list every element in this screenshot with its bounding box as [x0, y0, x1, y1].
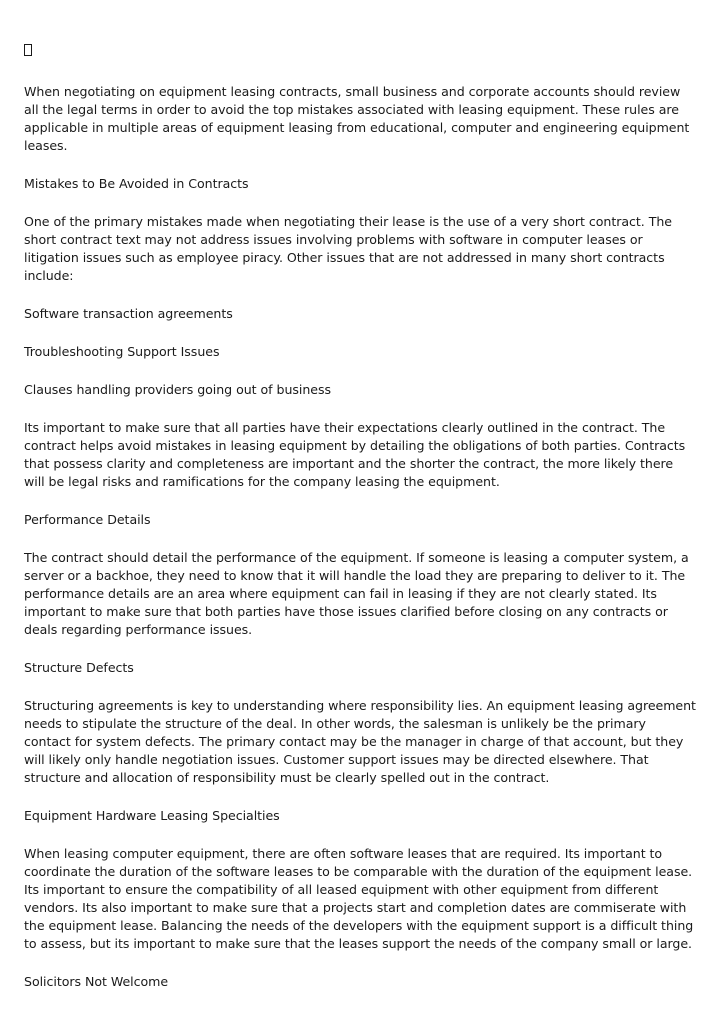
- body-paragraph: Structuring agreements is key to understanding where responsibility lies. An equipment leasing agreement needs to stipulate the structure of the deal. In other words, the salesman is unlikely be the primary contact for system defects. The primary contact may be the manager in charge of that account, but they will likely only handle negotiation issues. Customer support issues may be directed elsewhere. That structure and allocation of responsibility must be clearly spelled out in the contract.: [24, 698, 696, 785]
- body-paragraph: When leasing computer equipment, there are often software leases that are required. Its important to coordinate the duration of the software leases to be comparable with the duration of the equipment lease. Its important to ensure the compatibility of all leased equipment with other equipment from different vendors. Its also important to make sure that a projects start and completion dates are commiserate with the equipment lease. Balancing the needs of the developers with the equipment support is a difficult thing to assess, but its important to make sure that the leases support the needs of the company small or large.: [24, 846, 694, 951]
- missing-glyph-icon: [24, 44, 32, 56]
- section-heading-solicitors: Solicitors Not Welcome: [24, 974, 169, 989]
- intro-paragraph: When negotiating on equipment leasing contracts, small business and corporate accounts should review all the legal terms in order to avoid the top mistakes associated with leasing equipment. These rules are applicable in multiple areas of equipment leasing from educational, computer and engineering equipment leases.: [24, 84, 690, 153]
- body-paragraph: The contract should detail the performance of the equipment. If someone is leasing a computer system, a server or a backhoe, they need to know that it will handle the load they are preparing to deliver to it. The performance details are an area where equipment can fail in leasing if they are not clearly stated. Its important to make sure that both parties have those issues clarified before closing on any contracts or deals regarding performance issues.: [24, 550, 689, 637]
- list-item-software-agreements: Software transaction agreements: [24, 306, 233, 321]
- document-body: [24, 83, 696, 1011]
- section-heading-structure: Structure Defects: [24, 660, 134, 675]
- section-heading-performance: Performance Details: [24, 512, 151, 527]
- list-item-clauses: Clauses handling providers going out of business: [24, 382, 331, 397]
- section-heading-hardware: Equipment Hardware Leasing Specialties: [24, 808, 280, 823]
- body-paragraph: One of the primary mistakes made when negotiating their lease is the use of a very short contract. The short contract text may not address issues involving problems with software in computer leases or litigation issues such as employee piracy. Other issues that are not addressed in many short contracts include:: [24, 214, 672, 283]
- body-paragraph: Its important to make sure that all parties have their expectations clearly outlined in the contract. The contract helps avoid mistakes in leasing equipment by detailing the obligations of both parties. Contracts that possess clarity and completeness are important and the shorter the contract, the more likely there will be legal risks and ramifications for the company leasing the equipment.: [24, 420, 686, 489]
- list-item-troubleshooting: Troubleshooting Support Issues: [24, 344, 220, 359]
- section-heading-mistakes: Mistakes to Be Avoided in Contracts: [24, 176, 249, 191]
